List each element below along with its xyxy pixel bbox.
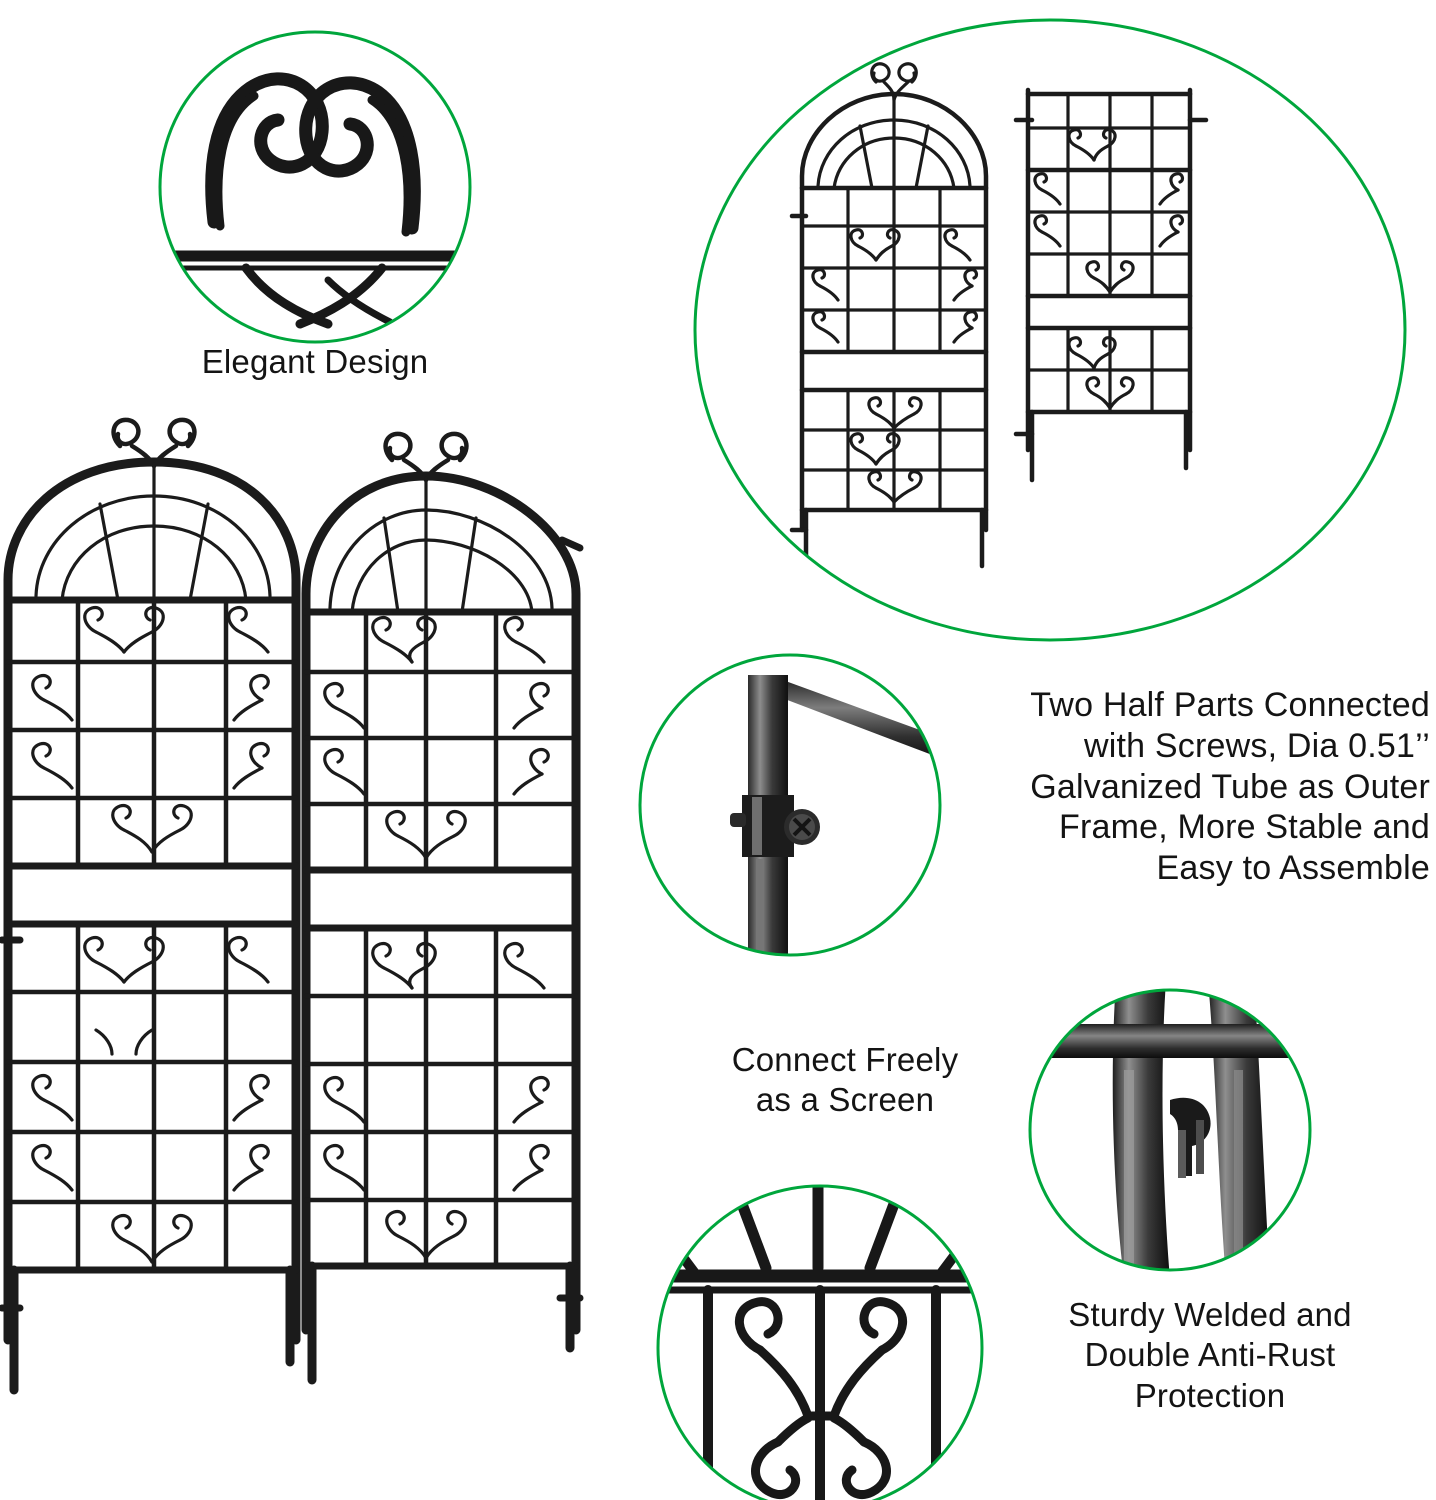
scroll-ornament xyxy=(85,937,163,982)
trellis-pair-illustration xyxy=(680,10,1420,670)
scroll-ornament xyxy=(234,1075,268,1120)
scroll-ornament xyxy=(229,607,268,652)
scroll-ornament xyxy=(514,1077,548,1122)
screw-connection-circle xyxy=(630,645,950,965)
two-panel-trellis-screen xyxy=(0,400,620,1410)
scroll-ornament xyxy=(85,607,163,652)
trellis-panel-right xyxy=(306,434,580,1380)
caption-elegant-design: Elegant Design xyxy=(201,343,429,380)
caption-line: Galvanized Tube as Outer xyxy=(1030,767,1430,806)
scroll-ornament xyxy=(514,683,548,728)
caption-line: Protection xyxy=(1134,1376,1286,1414)
scroll-top-detail-circle xyxy=(150,22,480,352)
caption-line: with Screws, Dia 0.51’’ xyxy=(1084,726,1430,765)
caption-line: Easy to Assemble xyxy=(1156,849,1430,888)
caption-line: Connect Freely xyxy=(731,1041,959,1078)
scroll-ornament xyxy=(229,937,268,982)
scroll-ornament xyxy=(234,675,268,720)
scroll-ornament xyxy=(325,1145,364,1190)
welded-joint-circle xyxy=(1020,980,1320,1280)
caption-line: Two Half Parts Connected xyxy=(1030,686,1430,724)
scroll-ornament xyxy=(33,743,72,788)
scroll-ornament xyxy=(234,1145,268,1190)
caption-screw-connection xyxy=(960,685,1430,889)
caption-line: Double Anti-Rust xyxy=(1084,1336,1336,1374)
trellis-screen-illustration xyxy=(0,400,620,1410)
scroll-ornament xyxy=(325,683,364,728)
scroll-ornament xyxy=(514,1145,548,1190)
caption-line: as a Screen xyxy=(755,1081,935,1119)
welded-joint-illustration xyxy=(1020,980,1320,1280)
caption-sturdy-welded xyxy=(1000,1295,1420,1416)
caption-line: Sturdy Welded and xyxy=(1068,1296,1352,1333)
bottom-scrollwork-circle xyxy=(650,1180,990,1500)
caption-connect-freely xyxy=(690,1040,1000,1121)
scroll-top-detail-illustration xyxy=(150,22,480,352)
scroll-ornament xyxy=(96,1030,152,1054)
caption-line: Frame, More Stable and xyxy=(1058,808,1430,847)
scroll-ornament xyxy=(505,943,544,988)
scroll-ornament xyxy=(325,749,364,794)
scroll-ornament xyxy=(33,1075,72,1120)
screw-connection-illustration xyxy=(630,645,950,965)
trellis-pair-circle xyxy=(680,10,1420,670)
scroll-ornament xyxy=(505,617,544,662)
bottom-scrollwork-illustration xyxy=(650,1180,990,1500)
scroll-ornament xyxy=(33,675,72,720)
scroll-ornament xyxy=(514,749,548,794)
scroll-ornament xyxy=(325,1077,364,1122)
trellis-panel-left xyxy=(2,420,296,1390)
scroll-ornament xyxy=(33,1145,72,1190)
scroll-ornament xyxy=(234,743,268,788)
